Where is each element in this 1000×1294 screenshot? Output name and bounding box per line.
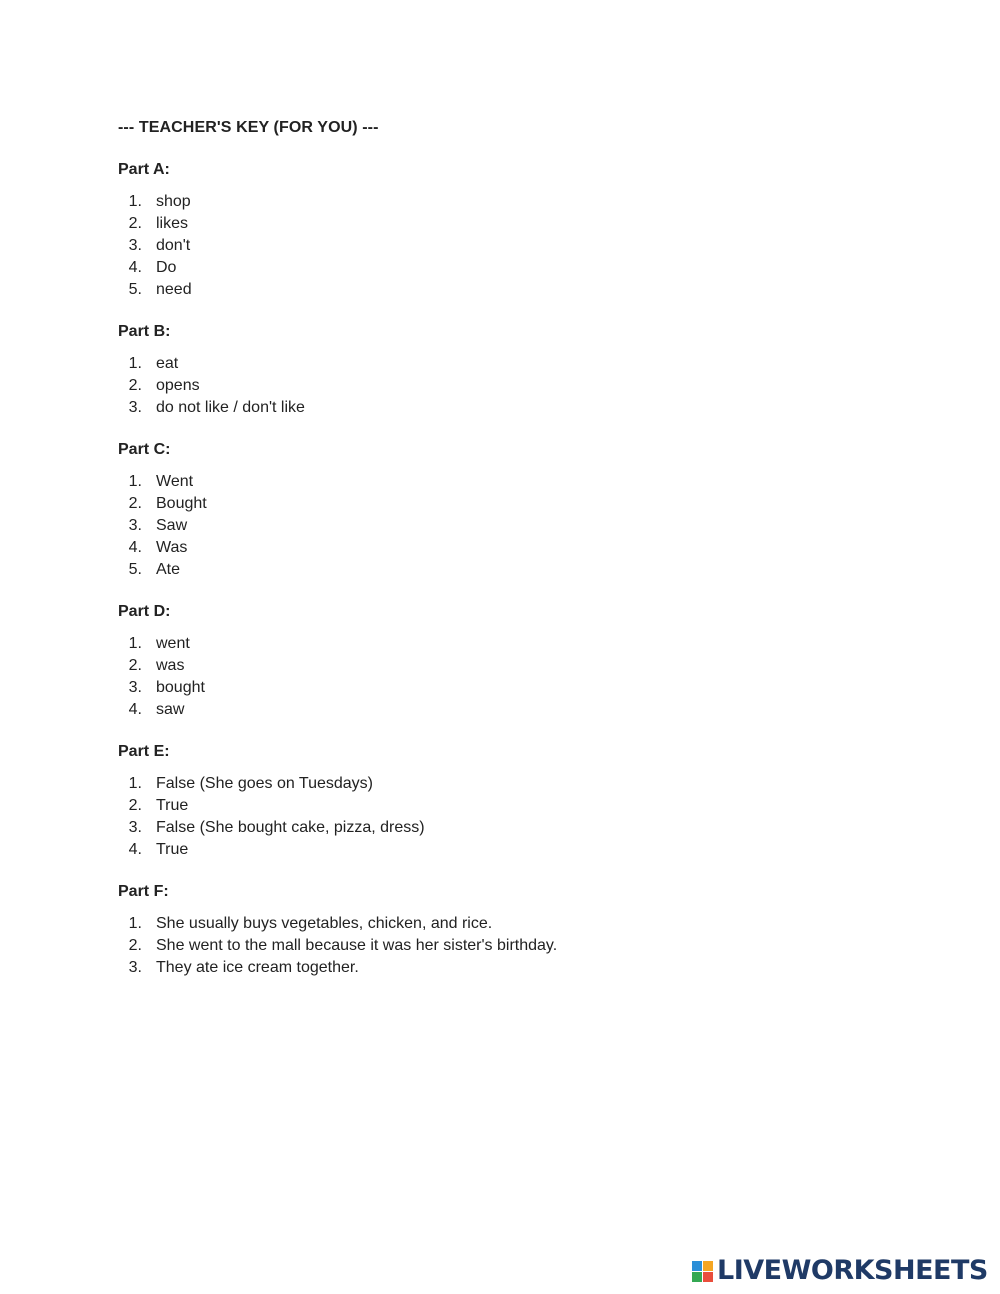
answer-text: She went to the mall because it was her sister's birthday. — [156, 937, 558, 954]
answer-list — [118, 633, 918, 721]
liveworksheets-logo-icon — [692, 1261, 713, 1282]
answer-section — [118, 159, 918, 301]
answer-number: 1. — [128, 915, 142, 932]
answer-key-sections — [118, 159, 918, 979]
answer-item — [118, 353, 918, 375]
answer-number: 2. — [128, 657, 142, 674]
answer-item — [118, 839, 918, 861]
answer-text: They ate ice cream together. — [156, 959, 359, 976]
answer-text: do not like / don't like — [156, 399, 305, 416]
answer-item — [118, 795, 918, 817]
answer-text: went — [156, 635, 190, 652]
logo-text: LIVEWORKSHEETS — [717, 1255, 988, 1286]
answer-text: Ate — [156, 561, 181, 578]
answer-number: 2. — [128, 797, 142, 814]
answer-number: 1. — [128, 355, 142, 372]
answer-text: She usually buys vegetables, chicken, and rice. — [156, 915, 493, 932]
answer-text: False (She goes on Tuesdays) — [156, 775, 374, 792]
section-heading: Part F: — [118, 883, 169, 900]
answer-number: 1. — [128, 775, 142, 792]
answer-list — [118, 773, 918, 861]
answer-text: eat — [156, 355, 179, 372]
answer-number: 5. — [128, 561, 142, 578]
answer-text: False (She bought cake, pizza, dress) — [156, 819, 425, 836]
answer-text: Saw — [156, 517, 188, 534]
section-heading: Part D: — [118, 603, 171, 620]
answer-number: 3. — [128, 679, 142, 696]
answer-section — [118, 439, 918, 581]
answer-item — [118, 559, 918, 581]
answer-section — [118, 881, 918, 979]
answer-item — [118, 935, 918, 957]
section-heading: Part B: — [118, 323, 171, 340]
answer-number: 2. — [128, 495, 142, 512]
answer-text: likes — [156, 215, 189, 232]
answer-list — [118, 191, 918, 301]
answer-number: 4. — [128, 701, 142, 718]
answer-text: was — [156, 657, 185, 674]
answer-item — [118, 257, 918, 279]
answer-item — [118, 677, 918, 699]
answer-list — [118, 353, 918, 419]
answer-number: 4. — [128, 841, 142, 858]
answer-list — [118, 471, 918, 581]
answer-item — [118, 773, 918, 795]
answer-number: 3. — [128, 819, 142, 836]
answer-number: 3. — [128, 517, 142, 534]
answer-item — [118, 655, 918, 677]
answer-item — [118, 633, 918, 655]
answer-item — [118, 817, 918, 839]
answer-section — [118, 321, 918, 419]
answer-list — [118, 913, 918, 979]
answer-number: 4. — [128, 539, 142, 556]
answer-text: True — [156, 841, 189, 858]
answer-item — [118, 913, 918, 935]
answer-number: 2. — [128, 937, 142, 954]
section-heading: Part A: — [118, 161, 170, 178]
page-title: --- TEACHER'S KEY (FOR YOU) --- — [118, 119, 379, 136]
answer-item — [118, 957, 918, 979]
answer-number: 3. — [128, 959, 142, 976]
answer-item — [118, 493, 918, 515]
answer-item — [118, 213, 918, 235]
document-page — [118, 117, 918, 979]
answer-text: opens — [156, 377, 200, 394]
answer-text: Was — [156, 539, 188, 556]
answer-text: saw — [156, 701, 185, 718]
answer-number: 5. — [128, 281, 142, 298]
answer-item — [118, 699, 918, 721]
answer-text: Bought — [156, 495, 207, 512]
answer-item — [118, 235, 918, 257]
section-heading: Part C: — [118, 441, 171, 458]
answer-number: 1. — [128, 193, 142, 210]
answer-text: Do — [156, 259, 177, 276]
answer-number: 1. — [128, 635, 142, 652]
answer-item — [118, 397, 918, 419]
answer-number: 4. — [128, 259, 142, 276]
answer-item — [118, 515, 918, 537]
answer-item — [118, 471, 918, 493]
answer-text: Went — [156, 473, 194, 490]
answer-text: bought — [156, 679, 205, 696]
answer-section — [118, 601, 918, 721]
liveworksheets-logo — [692, 1256, 988, 1286]
answer-number: 2. — [128, 215, 142, 232]
answer-number: 2. — [128, 377, 142, 394]
answer-text: don't — [156, 237, 191, 254]
answer-section — [118, 741, 918, 861]
answer-text: shop — [156, 193, 191, 210]
section-heading: Part E: — [118, 743, 170, 760]
answer-number: 3. — [128, 399, 142, 416]
answer-item — [118, 191, 918, 213]
answer-text: need — [156, 281, 192, 298]
answer-number: 3. — [128, 237, 142, 254]
answer-item — [118, 375, 918, 397]
answer-item — [118, 279, 918, 301]
answer-text: True — [156, 797, 189, 814]
answer-item — [118, 537, 918, 559]
answer-number: 1. — [128, 473, 142, 490]
